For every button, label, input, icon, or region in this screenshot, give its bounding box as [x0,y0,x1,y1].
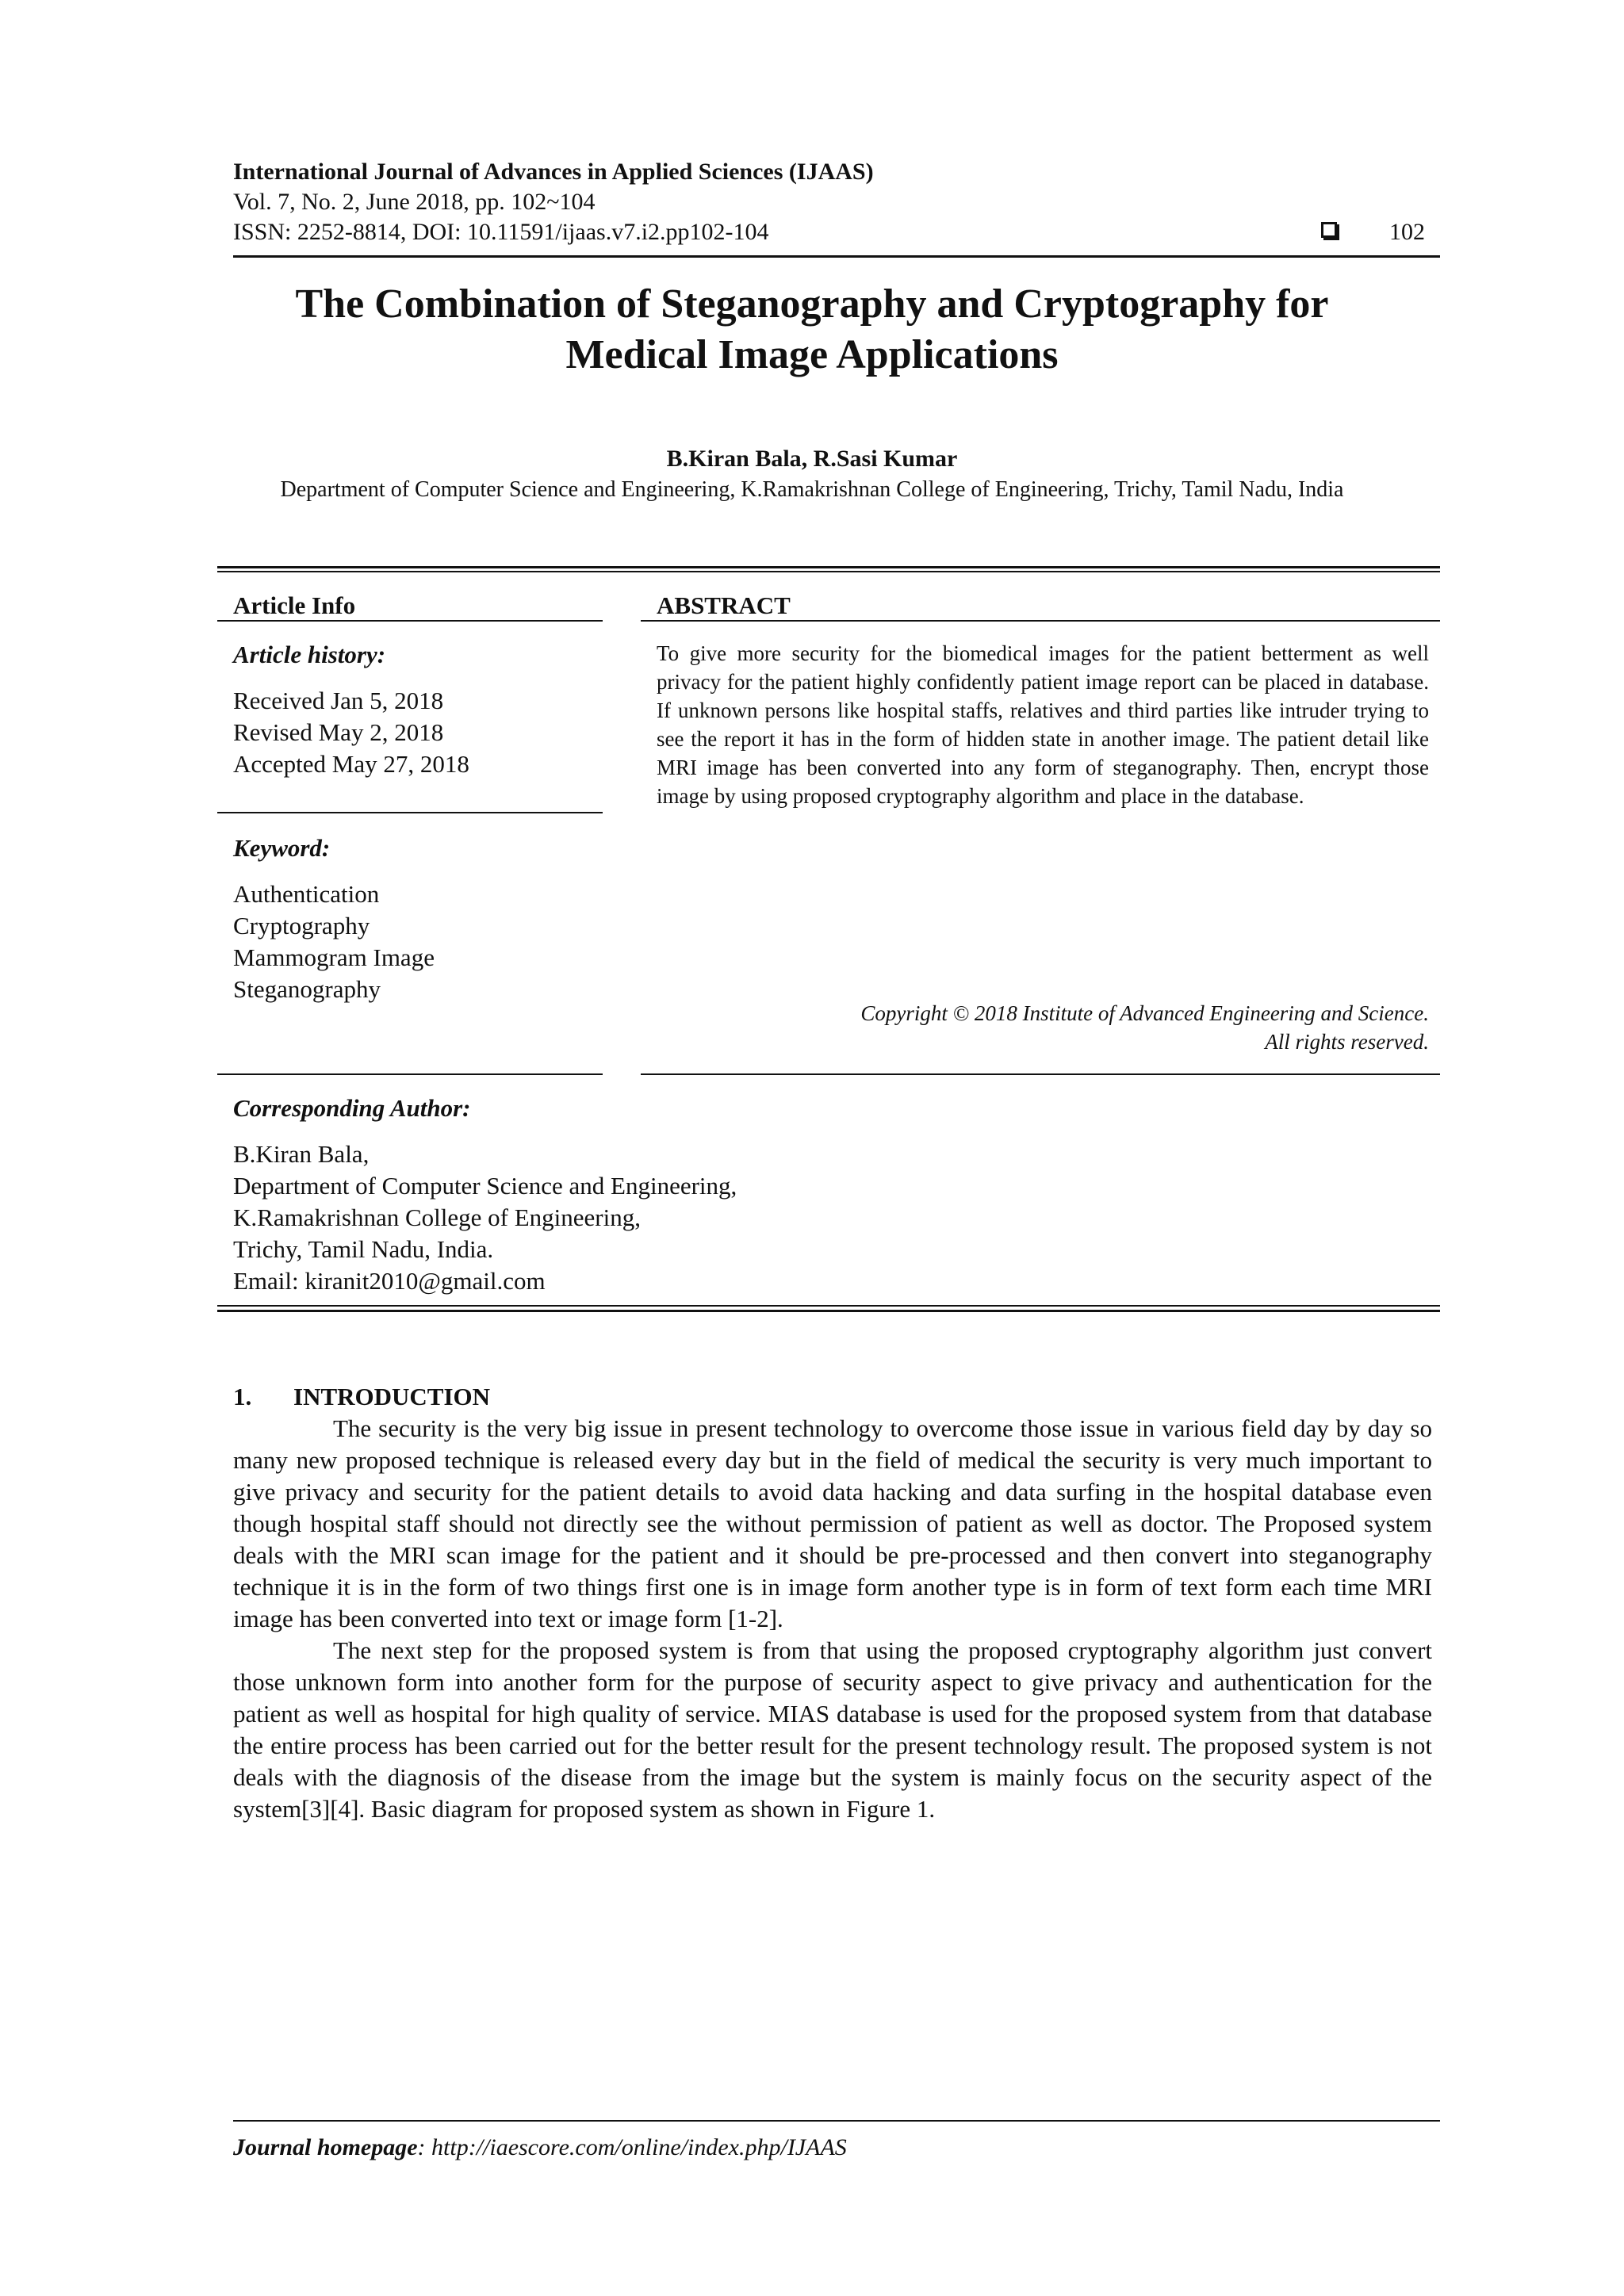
abstract-heading: ABSTRACT [657,591,791,619]
volume-info: Vol. 7, No. 2, June 2018, pp. 102~104 [233,189,596,215]
homepage-label: Journal homepage [233,2134,418,2160]
corresponding-details [233,1138,737,1297]
history-revised: Revised May 2, 2018 [233,718,444,746]
keyword-list [233,878,435,1005]
section-title: INTRODUCTION [293,1383,491,1410]
section-number: 1. [233,1383,252,1410]
author-department: Department of Computer Science and Engineering, [233,1172,737,1200]
keyword-item: Steganography [233,975,381,1003]
page-number: 102 [1389,219,1425,245]
affiliation: Department of Computer Science and Engineering, K.Ramakrishnan College of Engineering, Trichy, Tamil Nadu, India [280,477,1344,502]
author-name: B.Kiran Bala, [233,1140,370,1168]
author-college: K.Ramakrishnan College of Engineering, [233,1203,641,1231]
footer-rule [233,2120,1440,2122]
introduction-body [233,1413,1432,1825]
header-rule [233,255,1440,258]
title-line: Medical Image Applications [565,332,1059,377]
history-divider [217,812,603,813]
history-accepted: Accepted May 27, 2018 [233,750,469,778]
keyword-item: Mammogram Image [233,943,435,971]
corresponding-heading: Corresponding Author: [233,1094,471,1122]
introduction-heading [233,1381,490,1413]
authors: B.Kiran Bala, R.Sasi Kumar [666,446,958,472]
info-top-rule [217,566,1440,568]
abstract-bottom-rule [641,1073,1440,1075]
info-bottom-rule [217,1305,1440,1307]
copyright-line: Copyright © 2018 Institute of Advanced Engineering and Science. [860,1001,1429,1025]
paper-title [159,279,1465,381]
keyword-item: Authentication [233,880,380,908]
rights-line: All rights reserved. [1265,1030,1429,1054]
article-info-heading: Article Info [233,591,356,619]
article-history [233,685,469,780]
author-location: Trichy, Tamil Nadu, India. [233,1235,494,1263]
issn-doi: ISSN: 2252-8814, DOI: 10.11591/ijaas.v7.i2.pp102-104 [233,219,769,245]
keyword-item: Cryptography [233,912,370,939]
homepage-colon: : [417,2134,432,2160]
author-email: Email: kiranit2010@gmail.com [233,1267,546,1295]
info-bottom-rule [217,1310,1440,1312]
keyword-heading: Keyword: [233,834,331,862]
history-received: Received Jan 5, 2018 [233,687,444,714]
title-line: The Combination of Steganography and Cryptography for [295,281,1329,327]
info-top-rule [217,571,1440,572]
abstract-text: To give more security for the biomedical images for the patient betterment as well privacy for the patient highly confidently patient image report can be placed in database. If unknown persons like hospital staffs, relatives and third parties like intruder trying to see the report it has in the form of hidden state in another image. The patient detail like MRI image has been converted into any form of steganography. Then, encrypt those image by using proposed cryptography algorithm and place in the database. [657,641,1429,808]
article-info-rule [217,620,603,622]
intro-paragraph: The next step for the proposed system is from that using the proposed cryptography algorithm just convert those unknown form into another form for the purpose of security aspect to give privacy and authentication for the patient as well as hospital for high quality of service. MIAS database is used for the proposed system from that database the entire process has been carried out for the better result for the present technology result. The proposed system is not deals with the diagnosis of the disease from the image but the system is mainly focus on the security aspect of the system[3][4]. Basic diagram for proposed system as shown in Figure 1. [233,1636,1432,1823]
checkbox-icon [1321,222,1337,238]
homepage-link[interactable]: http://iaescore.com/online/index.php/IJAAS [431,2134,847,2160]
intro-paragraph: The security is the very big issue in present technology to overcome those issue in various field day by day so many new proposed technique is released every day but in the field of medical the security is very much important to give privacy and security for the patient details to avoid data hacking and data surfing in the hospital database even though hospital staff should not directly see the without permission of patient as well as doctor. The Proposed system deals with the MRI scan image for the patient and it should be pre-processed and then convert into steganography technique it is in the form of two things first one is in image form another type is in form of text form each time MRI image has been converted into text or image form [1-2]. [233,1414,1432,1632]
keyword-divider [217,1073,603,1075]
abstract-rule [641,620,1440,622]
journal-homepage [233,2133,847,2163]
article-history-heading: Article history: [233,641,386,668]
journal-name: International Journal of Advances in Applied Sciences (IJAAS) [233,159,874,185]
copyright [657,999,1429,1056]
